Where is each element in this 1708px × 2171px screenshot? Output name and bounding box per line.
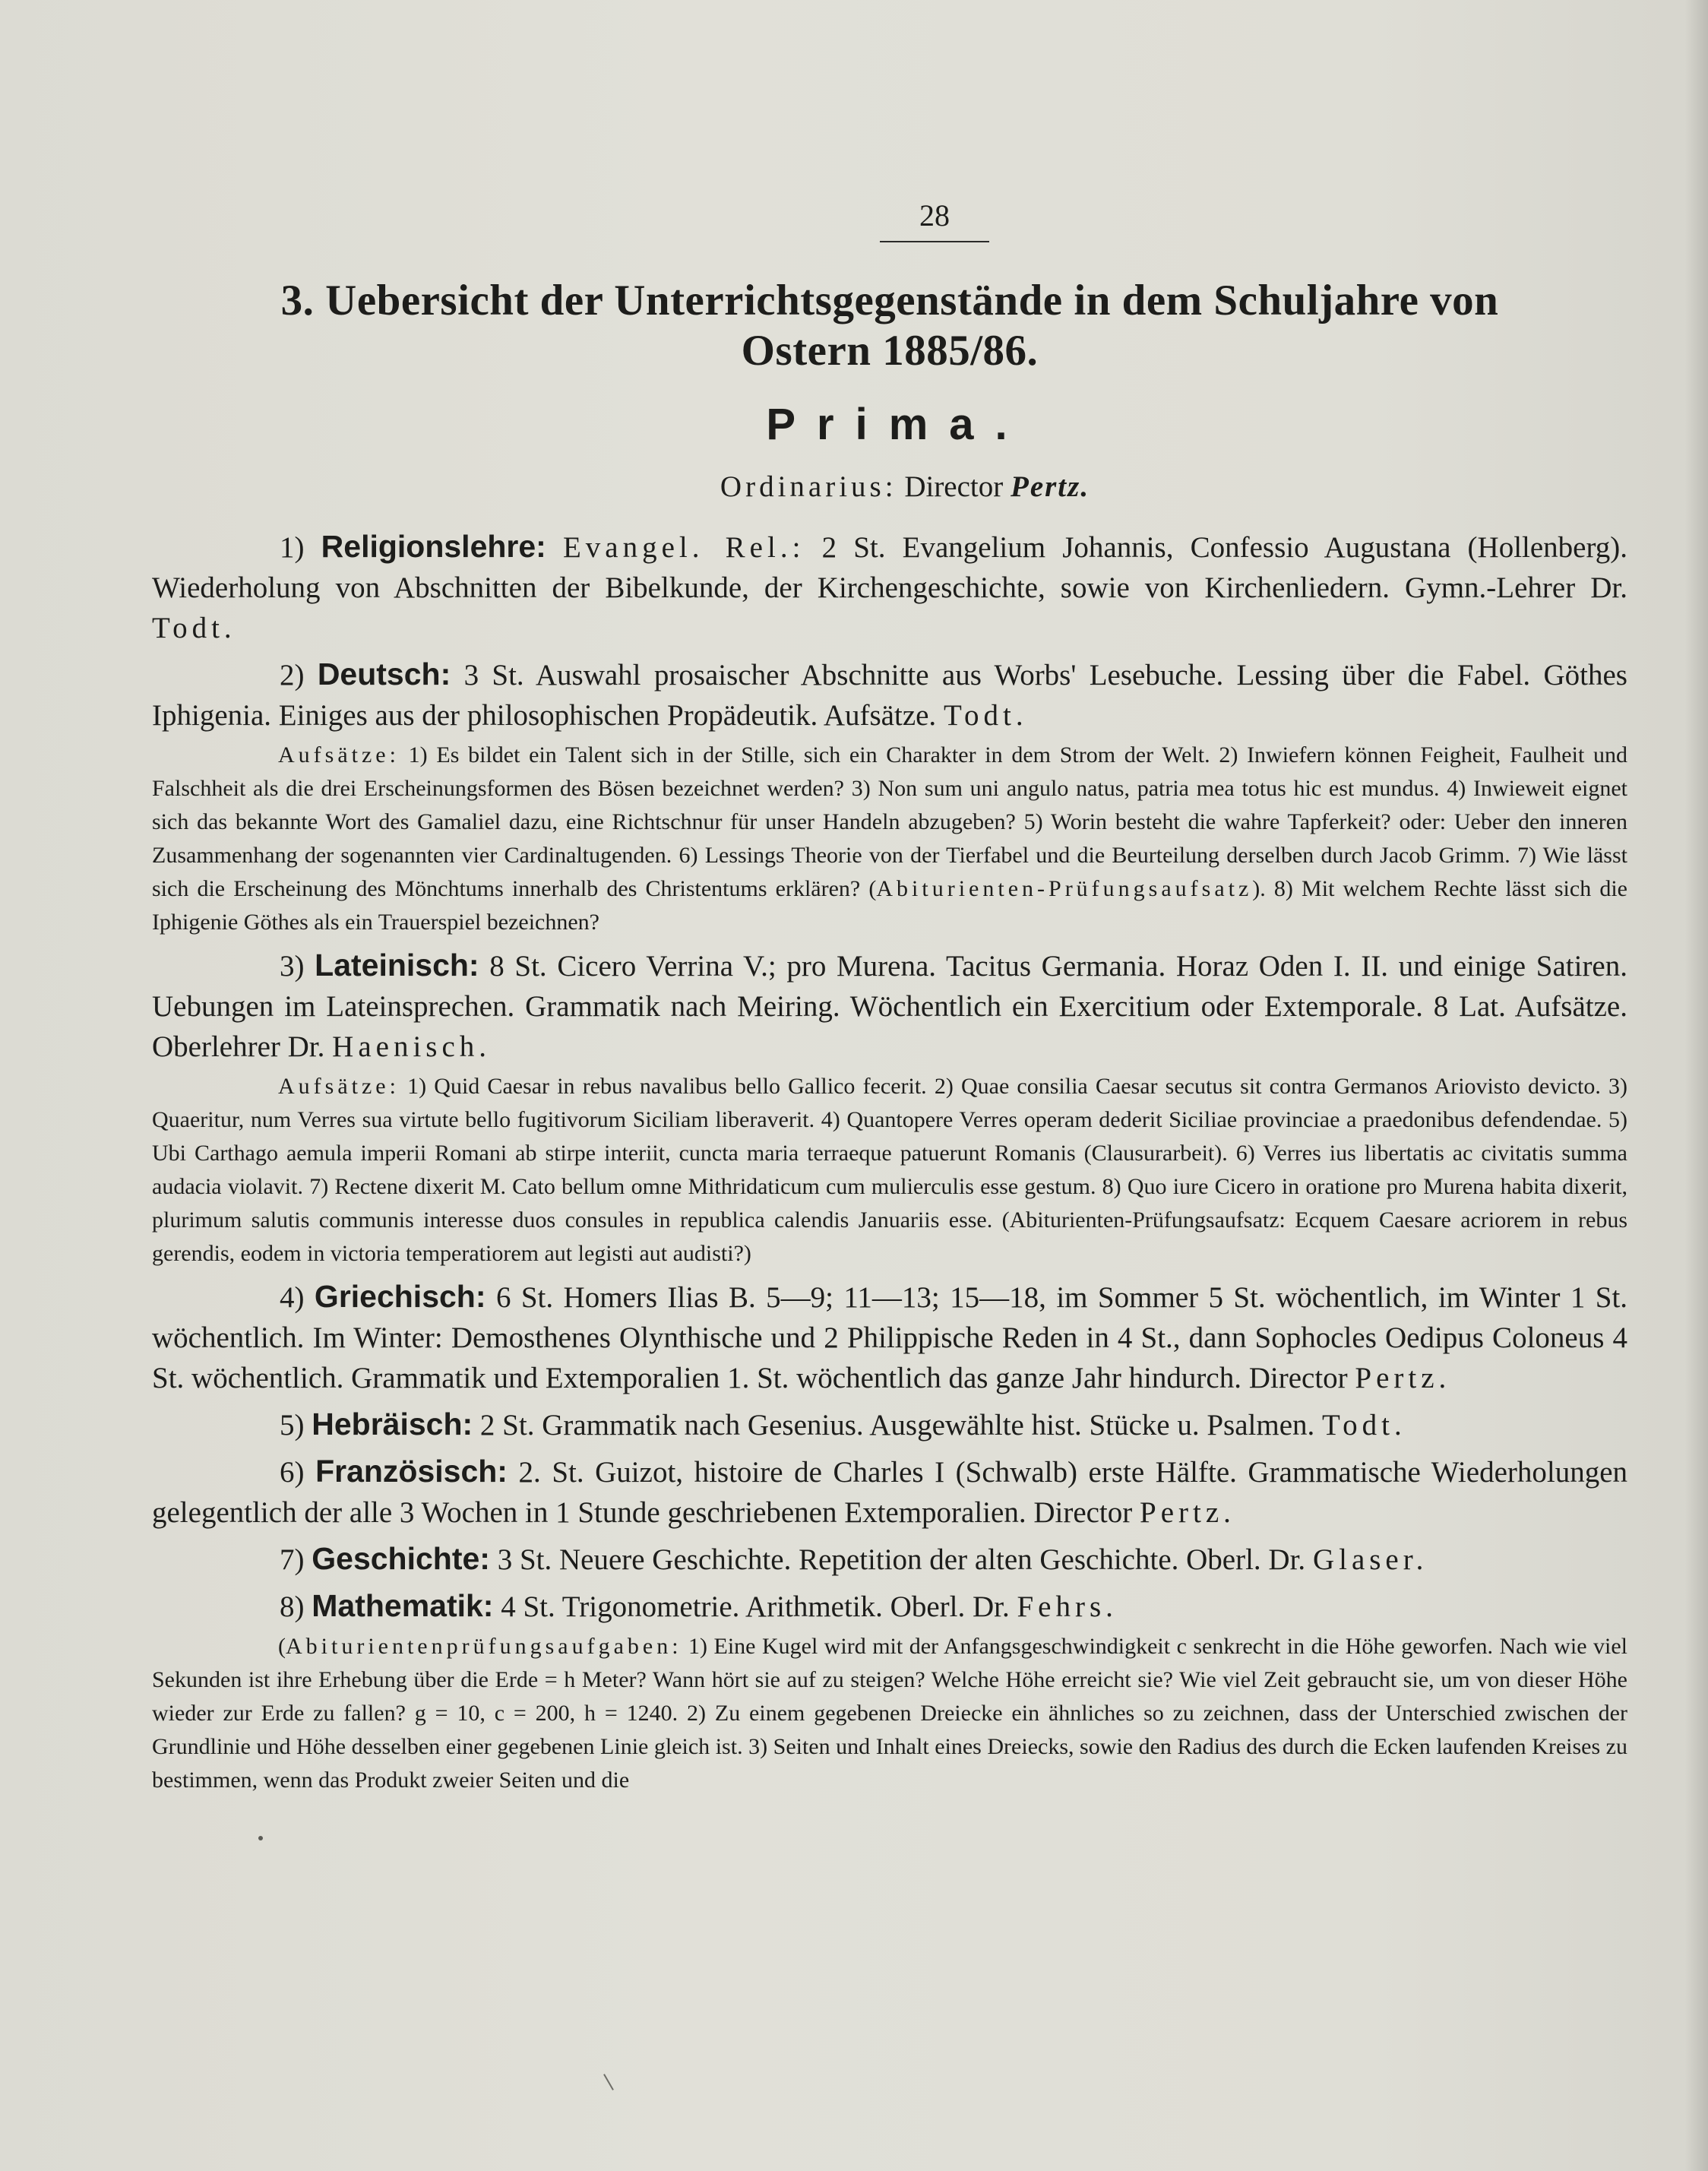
essays-text: 1) Quid Caesar in rebus navalibus bello Gallico fecerit. 2) Quae consilia Caesar secutus sit contra Germanos Ariovisto devicto. 3) Quaeritur, num Verres sua virtute bello fugitivorum Siciliam liberaverit. 4) Quantopere Verres operam dederit Siciliae provinciae a praedonibus defendendae. 5) Ubi Carthago aemula imperii Romani ab stirpe interiit, cuncta maria terraeque patuerunt Romanis (Clausurarbeit). 6) Verres ius libertatis ac civitatis summa audacia violavit. 7) Rectene dixerit M. Cato bellum omne Mithridaticum cum mulierculis esse gestum. 8) Quo iure Cicero in oratione pro Murena habita dixerit, plurimum salutis communis interesse duos consules in republica calendis Januariis esse. (Abiturienten-Prüfungsaufsatz: Ecquem Caesare acriorem in rebus gerendis, eodem in victoria temperatiorem aut legisti aut audisti?) (152, 1074, 1628, 1266)
subject-name: Hebräisch: (312, 1407, 473, 1442)
subject-teacher: Fehrs. (1017, 1590, 1118, 1623)
subject-number: 3) (280, 950, 305, 983)
subject-text: 2 St. Grammatik nach Gesenius. Ausgewählte hist. Stücke u. Psalmen. (479, 1409, 1315, 1442)
page-edge-shadow (1685, 0, 1708, 2171)
subject-number: 8) (280, 1590, 305, 1623)
essays-lead: Aufsätze: (278, 742, 400, 767)
ordinarius-label: Ordinarius: (720, 470, 897, 503)
subject-deutsch (152, 654, 1627, 736)
ordinarius-line (182, 470, 1627, 504)
subject-number: 2) (280, 659, 305, 691)
subject-franzoesisch (152, 1451, 1627, 1533)
subject-number: 4) (280, 1281, 305, 1314)
subject-number: 1) (280, 531, 305, 564)
subject-geschichte (152, 1539, 1627, 1580)
ordinarius-role: Director (904, 470, 1004, 503)
scan-mark (603, 2074, 614, 2090)
section-title-line1: 3. Uebersicht der Unterrichtsgegenstände in dem Schuljahre von (280, 277, 1499, 324)
subject-name: Griechisch: (314, 1279, 486, 1314)
page-number: 28 (213, 198, 1656, 242)
subject-mathematik (152, 1586, 1627, 1627)
section-title-line2: Ostern 1885/86. (741, 327, 1039, 375)
scan-speck (258, 1836, 263, 1840)
exam-lead: Abiturientenprüfungsaufgaben: (286, 1634, 682, 1659)
subject-name: Deutsch: (317, 657, 451, 691)
subject-teacher: Haenisch. (332, 1030, 492, 1063)
ordinarius-name: Pertz. (1011, 470, 1090, 503)
exam-text: 1) Eine Kugel wird mit der Anfangsgeschwindigkeit c senkrecht in die Höhe geworfen. Nach wie viel Sekunden ist ihre Erhebung über die Erde = h Meter? Wann hört sie auf zu steigen? Welche Höhe erreicht sie? Wie viel Zeit gebraucht sie, um von dieser Höhe wieder zur Erde zu fallen? g = 10, c = 200, h = 1240. 2) Zu einem gegebenen Dreiecke ein ähnliches so zu zeichnen, dass der Unterschied zwischen der Grundlinie und Höhe desselben einer gegebenen Linie gleich ist. 3) Seiten und Inhalt eines Dreiecks, sowie den Radius des durch die Ecken laufenden Kreises zu bestimmen, wenn das Produkt zweier Seiten und die (152, 1634, 1627, 1793)
subject-name: Mathematik: (312, 1588, 494, 1623)
subject-text: 3 St. Neuere Geschichte. Repetition der alten Geschichte. Oberl. Dr. (497, 1543, 1306, 1576)
subject-name: Geschichte: (312, 1541, 490, 1576)
subject-teacher: Todt. (943, 699, 1028, 732)
subject-number: 5) (280, 1409, 305, 1442)
subject-text: 4 St. Trigonometrie. Arithmetik. Oberl. Dr. (501, 1590, 1010, 1623)
subject-latein (152, 945, 1627, 1067)
page-content (152, 198, 1627, 1800)
subject-text: 2 St. Evangelium Johannis, Confessio Augustana (Hollenberg). Wiederholung von Abschnitten der Bibelkunde, der Kirchengeschichte, sowie von Kirchenliedern. Gymn.-Lehrer Dr. (152, 531, 1628, 604)
subject-text: 2. St. Guizot, histoire de Charles I (Schwalb) erste Hälfte. Grammatische Wiederholungen gelegentlich der alle 3 Wochen in 1 Stunde geschriebenen Extemporalien. Director (152, 1456, 1628, 1529)
subject-religion (152, 527, 1627, 648)
essays-text: 1) Es bildet ein Talent sich in der Stille, sich ein Charakter in dem Strom der Welt. 2) Inwiefern können Feigheit, Faulheit und Falschheit als die drei Erscheinungsformen des Bösen bezeichnet werden? 3) Non sum uni angulo natus, patria mea totus hic est mundus. 4) Inwieweit eignet sich das bekannte Wort des Gamaliel dazu, eine Richtschnur für unser Handeln abzugeben? 5) Worin besteht die wahre Tapferkeit? oder: Ueber den inneren Zusammenhang der sogenannten vier Cardinaltugenden. 6) Lessings Theorie von der Tierfabel und die Beurteilung derselben durch Jacob Grimm. 7) Wie lässt sich die Erscheinung des Mönchtums innerhalb des Christentums erklären? ( (152, 742, 1627, 901)
subject-text: 8 St. Cicero Verrina V.; pro Murena. Tacitus Germania. Horaz Oden I. II. und einige Satiren. Uebungen im Lateinsprechen. Grammatik nach Meiring. Wöchentlich ein Exercitium oder Extemporale. 8 Lat. Aufsätze. Oberlehrer Dr. (152, 950, 1627, 1063)
subject-name: Lateinisch: (315, 948, 479, 983)
subject-griechisch (152, 1277, 1627, 1398)
subject-number: 6) (280, 1456, 305, 1489)
essays-exam-label: Abiturienten-Prüfungsaufsatz (876, 876, 1253, 901)
subject-text: 6 St. Homers Ilias B. 5—9; 11—13; 15—18, im Sommer 5 St. wöchentlich, im Winter 1 St. wöchentlich. Im Winter: Demosthenes Olynthische und 2 Philippische Reden in 4 St., dann Sophocles Oedipus Coloneus 4 St. wöchentlich. Grammatik und Extemporalien 1. St. wöchentlich das ganze Jahr hindurch. Director (152, 1281, 1628, 1394)
subject-number: 7) (280, 1543, 305, 1576)
essays-lead: Aufsätze: (278, 1074, 400, 1099)
subject-teacher: Todt. (152, 612, 236, 644)
subject-teacher: Glaser. (1312, 1543, 1428, 1576)
exam-mathematik (152, 1630, 1627, 1797)
subject-text: 3 St. Auswahl prosaischer Abschnitte aus Worbs' Lesebuche. Lessing über die Fabel. Göthes Iphigenia. Einiges aus der philosophischen Propädeutik. Aufsätze. (152, 659, 1627, 732)
subject-teacher: Pertz. (1355, 1362, 1451, 1394)
subject-teacher: Pertz. (1140, 1496, 1235, 1529)
exam-open-paren: ( (278, 1634, 286, 1659)
subject-hebraeisch (152, 1404, 1627, 1445)
section-title (152, 276, 1627, 376)
subject-name: Französisch: (315, 1454, 508, 1489)
essays-deutsch (152, 739, 1627, 939)
class-heading: Prima. (766, 400, 1029, 449)
subject-teacher: Todt. (1322, 1409, 1406, 1442)
essays-text-2: ). 8) Mit welchem Rechte lässt sich die Iphigenie Göthes als ein Trauerspiel bezeichnen? (152, 876, 1627, 935)
subject-name: Religionslehre: (321, 529, 546, 564)
essays-latein (152, 1070, 1627, 1271)
subject-lead: Evangel. Rel.: (562, 531, 805, 564)
